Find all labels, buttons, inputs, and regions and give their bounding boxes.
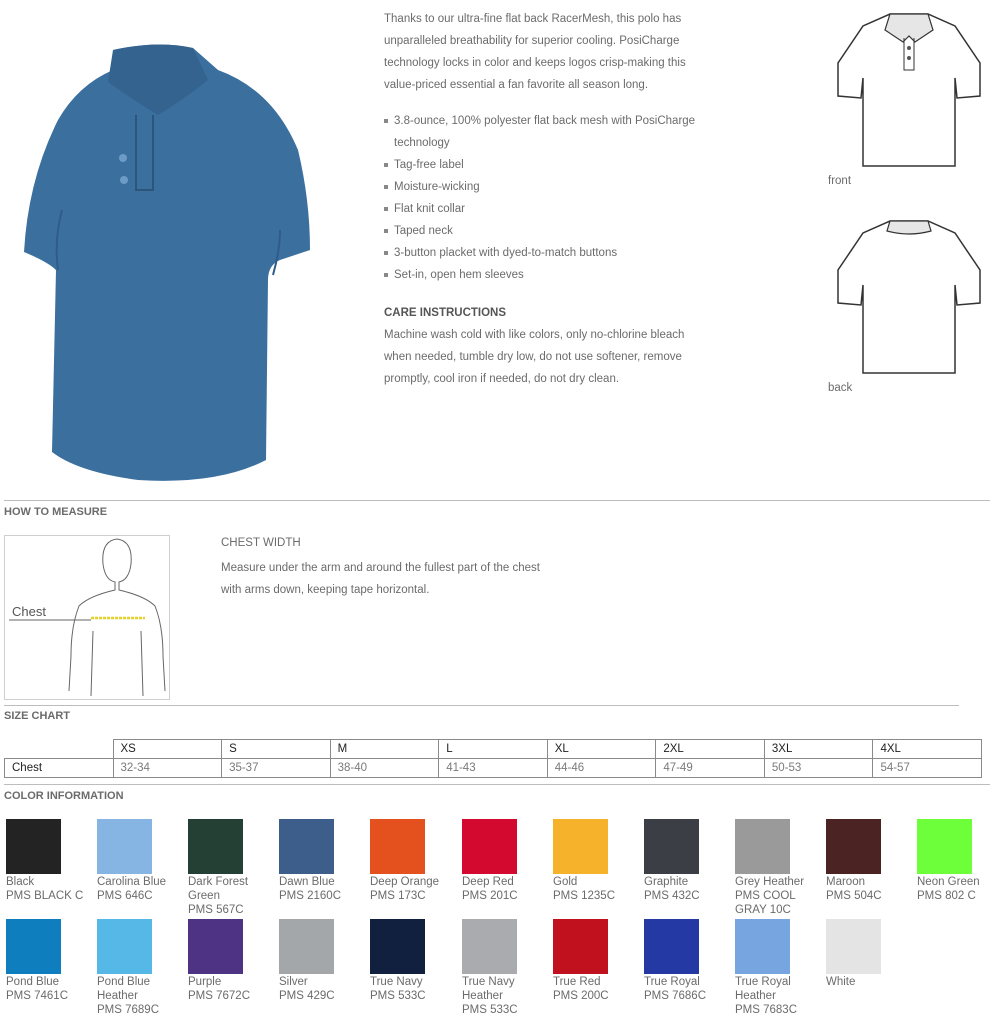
chest-width-text: Measure under the arm and around the fullest part of the chest with arms down, keeping tape horizontal.	[221, 562, 540, 596]
care-text: Machine wash cold with like colors, only no-chlorine bleach when needed, tumble dry low, do not use softener, remove promptly, cool iron if needed, do not dry clean.	[384, 329, 685, 385]
color-swatch[interactable]	[97, 819, 152, 874]
color-pms: PMS 533C	[462, 1004, 518, 1016]
table-row	[5, 759, 982, 778]
color-pms: PMS 2160C	[279, 890, 342, 902]
color-swatch[interactable]	[188, 819, 243, 874]
color-name: Purple	[188, 976, 222, 988]
measure-figure	[4, 535, 170, 700]
color-pms: PMS 533C	[370, 990, 426, 1002]
color-pms: PMS 200C	[553, 990, 609, 1002]
description-text: Thanks to our ultra-fine flat back RacerMesh, this polo has unparalleled breathability for superior cooling. PosiCharge technology locks in color and keeps logos crisp-making this value-priced essential a fan favorite all season long.	[384, 13, 686, 91]
size-header: XS	[113, 740, 222, 759]
how-to-measure-title: HOW TO MEASURE	[4, 506, 108, 518]
color-swatch[interactable]	[279, 919, 334, 974]
color-swatch[interactable]	[370, 819, 425, 874]
color-name: True Royal Heather	[735, 976, 791, 1002]
color-swatch[interactable]	[553, 819, 608, 874]
color-swatch[interactable]	[462, 819, 517, 874]
feature-item: Tag-free label	[384, 154, 714, 176]
color-label	[644, 875, 734, 903]
color-name: True Navy Heather	[462, 976, 515, 1002]
color-label	[735, 975, 825, 1017]
color-pms: PMS COOL GRAY 10C	[735, 890, 796, 916]
feature-item: 3-button placket with dyed-to-match buttons	[384, 242, 714, 264]
color-label	[188, 875, 278, 917]
color-name: Gold	[553, 876, 578, 888]
feature-item: 3.8-ounce, 100% polyester flat back mesh with PosiCharge technology	[384, 110, 714, 154]
color-swatch[interactable]	[370, 919, 425, 974]
color-name: Neon Green	[917, 876, 980, 888]
color-pms: PMS 7461C	[6, 990, 69, 1002]
color-pms: PMS 802 C	[917, 890, 976, 902]
feature-item: Moisture-wicking	[384, 176, 714, 198]
color-name: Maroon	[826, 876, 865, 888]
color-pms: PMS 7683C	[735, 1004, 798, 1016]
size-header: XL	[547, 740, 656, 759]
feature-item: Set-in, open hem sleeves	[384, 264, 714, 286]
color-name: Silver	[279, 976, 308, 988]
color-name: True Red	[553, 976, 601, 988]
product-description	[384, 8, 714, 390]
size-header: 4XL	[873, 740, 982, 759]
color-name: Dawn Blue	[279, 876, 335, 888]
polo-button	[119, 154, 127, 162]
color-swatch[interactable]	[279, 819, 334, 874]
color-pms: PMS 173C	[370, 890, 426, 902]
color-label	[279, 975, 369, 1003]
size-chart-table	[4, 739, 982, 778]
color-swatch[interactable]	[188, 919, 243, 974]
color-name: Deep Orange	[370, 876, 440, 888]
color-label	[97, 875, 187, 903]
color-label	[735, 875, 825, 917]
color-pms: PMS 7672C	[188, 990, 251, 1002]
color-swatch[interactable]	[826, 919, 881, 974]
size-value: 54-57	[873, 759, 982, 778]
front-label: front	[828, 175, 852, 187]
divider	[4, 500, 990, 501]
color-pms: PMS 429C	[279, 990, 335, 1002]
size-value: 38-40	[330, 759, 439, 778]
feature-list	[384, 110, 714, 286]
color-label	[644, 975, 734, 1003]
color-pms: PMS 567C	[188, 904, 244, 916]
color-name: Black	[6, 876, 35, 888]
color-label	[826, 975, 916, 989]
color-label	[6, 975, 96, 1003]
color-name: Dark Forest Green	[188, 876, 249, 902]
size-header: S	[222, 740, 331, 759]
color-label	[6, 875, 96, 903]
color-pms: PMS 7686C	[644, 990, 707, 1002]
color-swatch[interactable]	[826, 819, 881, 874]
size-value: 50-53	[764, 759, 873, 778]
polo-button	[120, 176, 128, 184]
color-info-title: COLOR INFORMATION	[4, 790, 124, 802]
size-header: 2XL	[656, 740, 765, 759]
feature-item: Taped neck	[384, 220, 714, 242]
size-chart-title: SIZE CHART	[4, 710, 70, 722]
color-label	[370, 975, 460, 1003]
size-value: 35-37	[222, 759, 331, 778]
color-pms: PMS 432C	[644, 890, 700, 902]
color-label	[553, 875, 643, 903]
size-header: 3XL	[764, 740, 873, 759]
color-label	[97, 975, 187, 1017]
color-name: True Navy	[370, 976, 423, 988]
color-name: White	[826, 976, 856, 988]
color-name: Carolina Blue	[97, 876, 167, 888]
color-pms: PMS 7689C	[97, 1004, 160, 1016]
front-sketch	[835, 8, 983, 170]
color-name: True Royal	[644, 976, 700, 988]
size-value: 32-34	[113, 759, 222, 778]
color-swatch[interactable]	[97, 919, 152, 974]
corner-cell	[5, 740, 114, 759]
feature-item: Flat knit collar	[384, 198, 714, 220]
care-heading: CARE INSTRUCTIONS	[384, 307, 507, 319]
color-pms: PMS BLACK C	[6, 890, 84, 902]
color-pms: PMS 646C	[97, 890, 153, 902]
color-label	[826, 875, 916, 903]
color-swatch[interactable]	[462, 919, 517, 974]
size-value: 47-49	[656, 759, 765, 778]
color-pms: PMS 1235C	[553, 890, 616, 902]
back-sketch	[835, 215, 983, 377]
color-name: Graphite	[644, 876, 689, 888]
chest-width-title: CHEST WIDTH	[221, 537, 301, 549]
size-value: 44-46	[547, 759, 656, 778]
divider	[4, 784, 990, 785]
color-pms: PMS 201C	[462, 890, 518, 902]
color-swatch[interactable]	[917, 819, 972, 874]
divider	[4, 705, 959, 706]
color-label	[553, 975, 643, 1003]
color-swatch[interactable]	[644, 819, 699, 874]
row-label: Chest	[5, 759, 114, 778]
color-swatch[interactable]	[6, 819, 61, 874]
color-swatch[interactable]	[553, 919, 608, 974]
color-name: Pond Blue Heather	[97, 976, 151, 1002]
color-label	[462, 875, 552, 903]
color-swatch[interactable]	[735, 919, 790, 974]
product-photo	[18, 40, 318, 485]
color-name: Grey Heather	[735, 876, 805, 888]
color-label	[917, 875, 1000, 903]
color-label	[188, 975, 278, 1003]
color-label	[279, 875, 369, 903]
color-swatch[interactable]	[6, 919, 61, 974]
back-label: back	[828, 382, 853, 394]
color-label	[462, 975, 552, 1017]
color-label	[370, 875, 460, 903]
chest-figure-label: Chest	[12, 604, 46, 619]
size-value: 41-43	[439, 759, 548, 778]
color-name: Deep Red	[462, 876, 514, 888]
color-pms: PMS 504C	[826, 890, 882, 902]
color-swatch[interactable]	[644, 919, 699, 974]
size-header: L	[439, 740, 548, 759]
size-header: M	[330, 740, 439, 759]
color-name: Pond Blue	[6, 976, 60, 988]
size-header-row	[5, 740, 982, 759]
color-swatch[interactable]	[735, 819, 790, 874]
polo-body	[24, 44, 310, 480]
